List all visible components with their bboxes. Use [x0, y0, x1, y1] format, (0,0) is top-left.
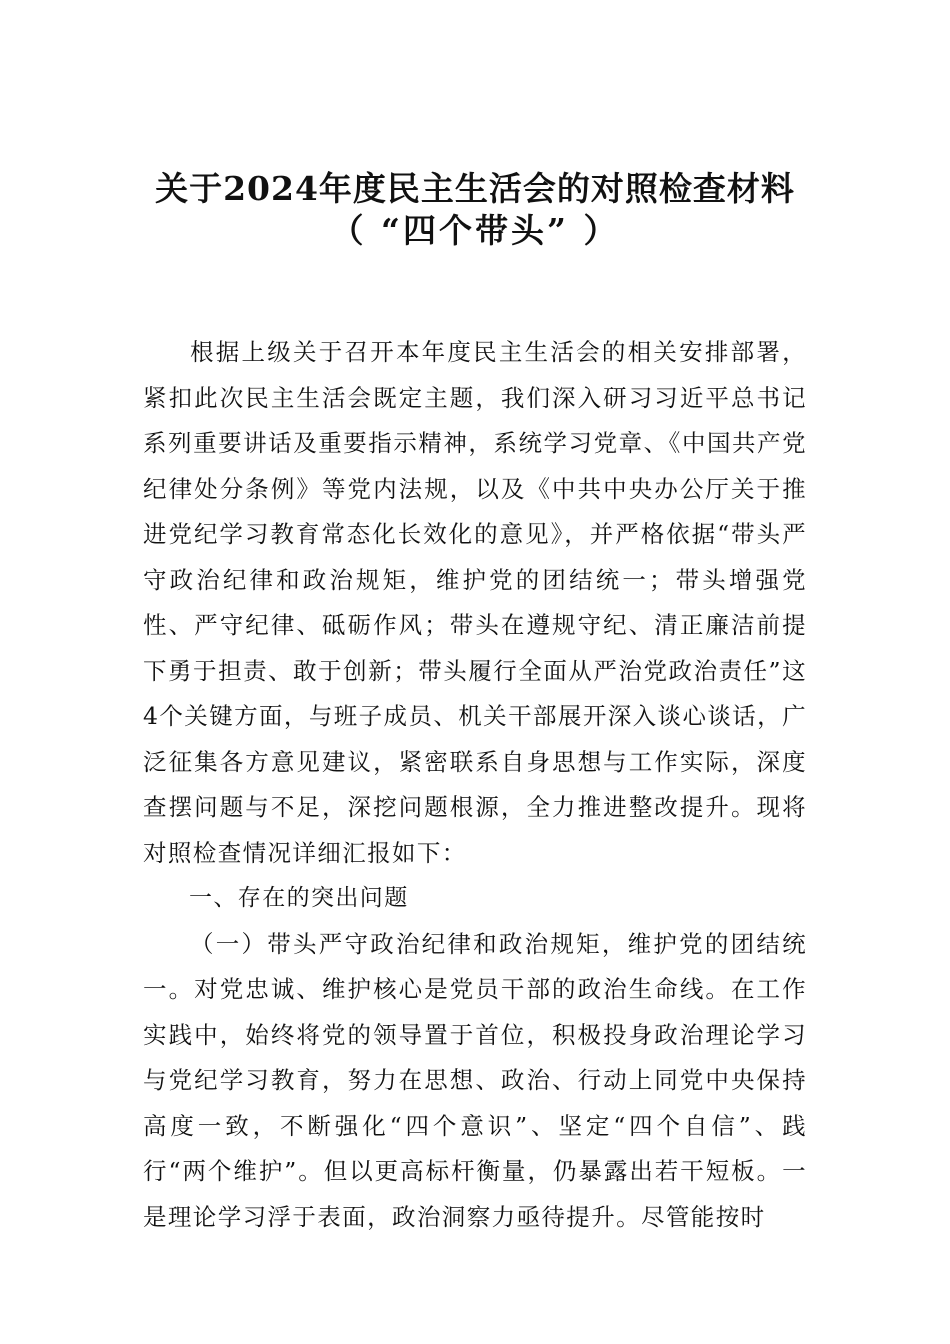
document-subtitle: （ “四个带头” ） [330, 211, 620, 250]
section-paragraph: （一）带头严守政治纪律和政治规矩，维护党的团结统一。对党忠诚、维护核心是党员干部的政治生命线。在工作实践中，始终将党的领导置于首位，积极投身政治理论学习与党纪学习教育，努力在思想、政治、行动上同党中央保持高度一致，不断强化“四个意识”、坚定“四个自信”、践行“两个维护”。但以更高标杆衡量，仍暴露出若干短板。一是理论学习浮于表面，政治洞察力亟待提升。尽管能按时 [143, 929, 807, 1231]
section-heading: 一、存在的突出问题 [189, 885, 409, 911]
document-title: 关于2024年度民主生活会的对照检查材料 [155, 169, 795, 208]
intro-paragraph: 根据上级关于召开本年度民主生活会的相关安排部署，紧扣此次民主生活会既定主题，我们深入研习习近平总书记系列重要讲话及重要指示精神，系统学习党章、《中国共产党纪律处分条例》等党内法规，以及《中共中央办公厅关于推进党纪学习教育常态化长效化的意见》，并严格依据“带头严守政治纪律和政治规矩，维护党的团结统一；带头增强党性、严守纪律、砥砺作风；带头在遵规守纪、清正廉洁前提下勇于担责、敢于创新；带头履行全面从严治党政治责任”这4个关键方面，与班子成员、机关干部展开深入谈心谈话，广泛征集各方意见建议，紧密联系自身思想与工作实际，深度查摆问题与不足，深挖问题根源，全力推进整改提升。现将对照检查情况详细汇报如下： [143, 338, 807, 867]
document-body [143, 330, 807, 1240]
